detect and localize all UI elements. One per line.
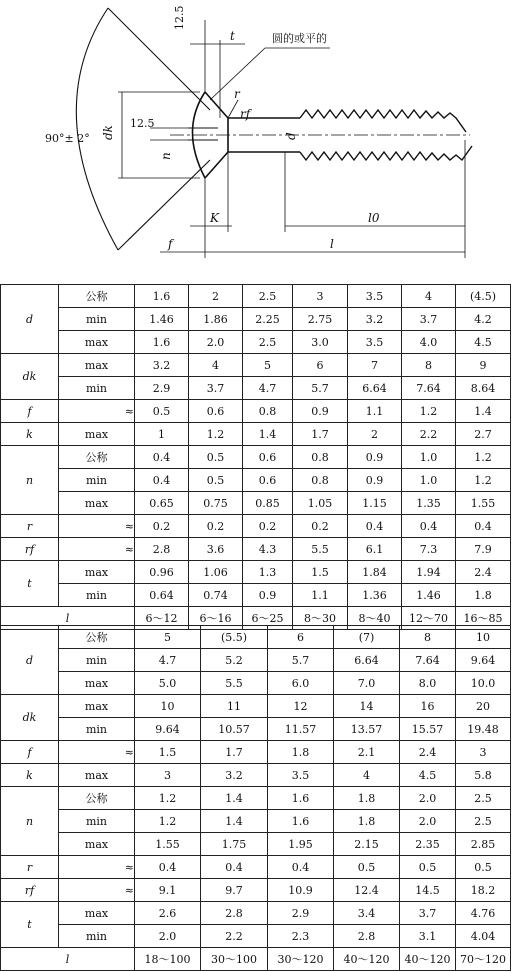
value-cell: 0.5 <box>400 856 456 879</box>
table-row <box>1 584 511 607</box>
value-cell: 2.25 <box>243 308 293 331</box>
value-cell: 0.4 <box>135 446 189 469</box>
value-cell: 70～120 <box>456 948 511 971</box>
l0-label: l0 <box>368 211 380 225</box>
value-cell: 6～16 <box>189 607 243 630</box>
value-cell: 2.1 <box>334 741 400 764</box>
qualifier-cell: min <box>59 810 135 833</box>
value-cell: 5.5 <box>293 538 348 561</box>
value-cell: 1.06 <box>189 561 243 584</box>
value-cell: 4.5 <box>400 764 456 787</box>
value-cell: 6～12 <box>135 607 189 630</box>
value-cell: 40～120 <box>334 948 400 971</box>
value-cell: 18～100 <box>135 948 201 971</box>
value-cell: 7.9 <box>456 538 511 561</box>
value-cell: 6.1 <box>348 538 402 561</box>
dim-12-5-left: 12.5 <box>130 117 155 130</box>
value-cell: 0.64 <box>135 584 189 607</box>
value-cell: 1.0 <box>402 446 456 469</box>
value-cell: 3.7 <box>400 902 456 925</box>
rf-label: rf <box>240 107 251 121</box>
table-row <box>1 446 511 469</box>
value-cell: 14.5 <box>400 879 456 902</box>
value-cell: 4.0 <box>402 331 456 354</box>
value-cell: 1.4 <box>243 423 293 446</box>
value-cell: 6 <box>268 626 334 649</box>
screw-drawing-svg <box>0 0 513 282</box>
value-cell: 4.04 <box>456 925 511 948</box>
n-label: n <box>159 152 173 160</box>
qualifier-cell: ≈ <box>59 538 135 561</box>
table-row <box>1 764 511 787</box>
symbol-cell: k <box>1 764 59 787</box>
value-cell: 0.9 <box>348 446 402 469</box>
qualifier-cell: min <box>59 469 135 492</box>
value-cell: 13.57 <box>334 718 400 741</box>
value-cell: 2.5 <box>243 331 293 354</box>
value-cell: 0.65 <box>135 492 189 515</box>
value-cell: 0.5 <box>189 469 243 492</box>
value-cell: 6.64 <box>348 377 402 400</box>
table-row <box>1 626 511 649</box>
value-cell: 6 <box>293 354 348 377</box>
qualifier-cell: max <box>59 833 135 856</box>
value-cell: 1.94 <box>402 561 456 584</box>
value-cell: 2.35 <box>400 833 456 856</box>
value-cell: 6.0 <box>268 672 334 695</box>
value-cell: 0.96 <box>135 561 189 584</box>
qualifier-cell: ≈ <box>59 741 135 764</box>
table-row <box>1 515 511 538</box>
qualifier-cell: 公称 <box>59 787 135 810</box>
value-cell: 2.9 <box>135 377 189 400</box>
value-cell: 0.4 <box>135 469 189 492</box>
value-cell: 11.57 <box>268 718 334 741</box>
qualifier-cell: ≈ <box>59 400 135 423</box>
value-cell: 4 <box>402 285 456 308</box>
qualifier-cell: max <box>59 672 135 695</box>
value-cell: 10.57 <box>201 718 268 741</box>
value-cell: 2.0 <box>400 810 456 833</box>
qualifier-cell: 公称 <box>59 285 135 308</box>
qualifier-cell: max <box>59 695 135 718</box>
value-cell: 1.2 <box>189 423 243 446</box>
symbol-cell: r <box>1 856 59 879</box>
value-cell: 0.9 <box>348 469 402 492</box>
value-cell: 15.57 <box>400 718 456 741</box>
value-cell: 1.15 <box>348 492 402 515</box>
value-cell: (7) <box>334 626 400 649</box>
table-row <box>1 948 511 971</box>
value-cell: 0.5 <box>135 400 189 423</box>
screw-drawing <box>0 0 513 282</box>
value-cell: 1.6 <box>268 787 334 810</box>
qualifier-cell: min <box>59 718 135 741</box>
value-cell: 0.4 <box>456 515 511 538</box>
value-cell: (4.5) <box>456 285 511 308</box>
value-cell: 0.8 <box>293 469 348 492</box>
value-cell: 0.75 <box>189 492 243 515</box>
value-cell: 6.64 <box>334 649 400 672</box>
value-cell: 30～120 <box>268 948 334 971</box>
value-cell: 0.5 <box>456 856 511 879</box>
value-cell: 1.4 <box>201 787 268 810</box>
symbol-cell: d <box>1 626 59 695</box>
value-cell: 7.3 <box>402 538 456 561</box>
symbol-cell: k <box>1 423 59 446</box>
value-cell: 10.0 <box>456 672 511 695</box>
value-cell: 1.86 <box>189 308 243 331</box>
table-row <box>1 285 511 308</box>
symbol-cell: l <box>1 607 135 630</box>
value-cell: 3.2 <box>348 308 402 331</box>
value-cell: 0.4 <box>135 856 201 879</box>
symbol-cell: n <box>1 446 59 515</box>
value-cell: 2.5 <box>456 810 511 833</box>
value-cell: 1.4 <box>456 400 511 423</box>
value-cell: 9.64 <box>456 649 511 672</box>
value-cell: 3.2 <box>135 354 189 377</box>
qualifier-cell: max <box>59 423 135 446</box>
value-cell: 2.5 <box>243 285 293 308</box>
value-cell: 0.4 <box>201 856 268 879</box>
value-cell: 3.7 <box>189 377 243 400</box>
value-cell: 4.3 <box>243 538 293 561</box>
value-cell: 1.7 <box>293 423 348 446</box>
table-row <box>1 879 511 902</box>
value-cell: 0.4 <box>402 515 456 538</box>
value-cell: 1.46 <box>135 308 189 331</box>
value-cell: 4 <box>189 354 243 377</box>
value-cell: 10 <box>135 695 201 718</box>
value-cell: 12～70 <box>402 607 456 630</box>
value-cell: 3.4 <box>334 902 400 925</box>
value-cell: 5.7 <box>293 377 348 400</box>
qualifier-cell: max <box>59 902 135 925</box>
value-cell: 1.8 <box>456 584 511 607</box>
angle-label: 90°± 2° <box>45 132 90 145</box>
symbol-cell: t <box>1 561 59 607</box>
value-cell: 4 <box>334 764 400 787</box>
value-cell: 1.6 <box>268 810 334 833</box>
value-cell: 12.4 <box>334 879 400 902</box>
value-cell: 3.1 <box>400 925 456 948</box>
qualifier-cell: min <box>59 649 135 672</box>
value-cell: 1.8 <box>334 810 400 833</box>
value-cell: 1.36 <box>348 584 402 607</box>
value-cell: 18.2 <box>456 879 511 902</box>
value-cell: 0.8 <box>293 446 348 469</box>
table-row <box>1 377 511 400</box>
value-cell: 0.5 <box>334 856 400 879</box>
table-row <box>1 695 511 718</box>
value-cell: 1.5 <box>135 741 201 764</box>
value-cell: 1.1 <box>293 584 348 607</box>
value-cell: 4.5 <box>456 331 511 354</box>
value-cell: 8 <box>400 626 456 649</box>
value-cell: 0.74 <box>189 584 243 607</box>
value-cell: 2 <box>189 285 243 308</box>
value-cell: 10 <box>456 626 511 649</box>
qualifier-cell: min <box>59 584 135 607</box>
symbol-cell: l <box>1 948 135 971</box>
table-row <box>1 902 511 925</box>
qualifier-cell: max <box>59 331 135 354</box>
value-cell: 1.55 <box>135 833 201 856</box>
qualifier-cell: max <box>59 492 135 515</box>
qualifier-cell: min <box>59 308 135 331</box>
angle-line-bottom <box>118 160 210 250</box>
value-cell: 7.64 <box>400 649 456 672</box>
table-row <box>1 672 511 695</box>
value-cell: 7 <box>348 354 402 377</box>
value-cell: 2.8 <box>135 538 189 561</box>
value-cell: 1.05 <box>293 492 348 515</box>
dk-label: dk <box>101 125 115 140</box>
value-cell: 0.2 <box>243 515 293 538</box>
value-cell: 4.76 <box>456 902 511 925</box>
value-cell: 2.8 <box>334 925 400 948</box>
value-cell: 2.0 <box>189 331 243 354</box>
value-cell: 3.5 <box>348 285 402 308</box>
value-cell: 14 <box>334 695 400 718</box>
table-row <box>1 856 511 879</box>
qualifier-cell: max <box>59 561 135 584</box>
table-row <box>1 538 511 561</box>
value-cell: 4.7 <box>135 649 201 672</box>
symbol-cell: n <box>1 787 59 856</box>
symbol-cell: dk <box>1 354 59 400</box>
table-row <box>1 331 511 354</box>
value-cell: 3.5 <box>348 331 402 354</box>
table-row <box>1 492 511 515</box>
table-row <box>1 354 511 377</box>
value-cell: 0.6 <box>189 400 243 423</box>
thread-bottom <box>300 146 472 160</box>
table-row <box>1 423 511 446</box>
value-cell: 2.0 <box>135 925 201 948</box>
symbol-cell: t <box>1 902 59 948</box>
symbol-cell: f <box>1 400 59 423</box>
value-cell: 5 <box>243 354 293 377</box>
value-cell: 9.64 <box>135 718 201 741</box>
value-cell: 3.7 <box>402 308 456 331</box>
table-row <box>1 469 511 492</box>
value-cell: 3.0 <box>293 331 348 354</box>
value-cell: 2 <box>348 423 402 446</box>
table-row <box>1 787 511 810</box>
value-cell: 2.6 <box>135 902 201 925</box>
table-row <box>1 308 511 331</box>
value-cell: 2.4 <box>400 741 456 764</box>
value-cell: 2.9 <box>268 902 334 925</box>
d-label: d <box>284 132 298 140</box>
value-cell: 30～100 <box>201 948 268 971</box>
value-cell: 1.84 <box>348 561 402 584</box>
value-cell: 12 <box>268 695 334 718</box>
value-cell: 3 <box>456 741 511 764</box>
value-cell: 1.2 <box>456 469 511 492</box>
value-cell: 1.75 <box>201 833 268 856</box>
angle-line-top <box>108 5 210 110</box>
value-cell: 1.1 <box>348 400 402 423</box>
value-cell: 1.35 <box>402 492 456 515</box>
value-cell: 1.8 <box>268 741 334 764</box>
value-cell: 0.2 <box>135 515 189 538</box>
value-cell: 8～30 <box>293 607 348 630</box>
value-cell: 0.2 <box>189 515 243 538</box>
K-label: K <box>210 211 219 225</box>
value-cell: 2.0 <box>400 787 456 810</box>
qualifier-cell: max <box>59 354 135 377</box>
value-cell: 2.2 <box>201 925 268 948</box>
value-cell: 3.6 <box>189 538 243 561</box>
value-cell: 4.2 <box>456 308 511 331</box>
value-cell: 5.5 <box>201 672 268 695</box>
value-cell: 0.4 <box>348 515 402 538</box>
value-cell: 8.0 <box>400 672 456 695</box>
value-cell: 0.2 <box>293 515 348 538</box>
value-cell: 0.85 <box>243 492 293 515</box>
value-cell: 5.7 <box>268 649 334 672</box>
symbol-cell: rf <box>1 879 59 902</box>
value-cell: 10.9 <box>268 879 334 902</box>
value-cell: 5.0 <box>135 672 201 695</box>
value-cell: 2.2 <box>402 423 456 446</box>
value-cell: 1.3 <box>243 561 293 584</box>
qualifier-cell: min <box>59 377 135 400</box>
value-cell: 8 <box>402 354 456 377</box>
l-label: l <box>330 237 334 251</box>
qualifier-cell: 公称 <box>59 626 135 649</box>
value-cell: 9.7 <box>201 879 268 902</box>
f-label: f <box>168 237 173 251</box>
value-cell: 1.46 <box>402 584 456 607</box>
value-cell: 1 <box>135 423 189 446</box>
table-row <box>1 741 511 764</box>
value-cell: 20 <box>456 695 511 718</box>
spec-table-2 <box>0 625 511 971</box>
value-cell: 1.6 <box>135 331 189 354</box>
value-cell: 1.8 <box>334 787 400 810</box>
value-cell: 7.0 <box>334 672 400 695</box>
symbol-cell: rf <box>1 538 59 561</box>
value-cell: 1.2 <box>135 810 201 833</box>
table-row <box>1 925 511 948</box>
value-cell: 5.2 <box>201 649 268 672</box>
value-cell: 2.8 <box>201 902 268 925</box>
value-cell: 0.5 <box>189 446 243 469</box>
value-cell: 3 <box>293 285 348 308</box>
value-cell: 9 <box>456 354 511 377</box>
value-cell: 1.7 <box>201 741 268 764</box>
table-row <box>1 810 511 833</box>
value-cell: 0.6 <box>243 446 293 469</box>
t-label: t <box>230 29 235 43</box>
value-cell: 2.85 <box>456 833 511 856</box>
value-cell: 8.64 <box>456 377 511 400</box>
value-cell: 3 <box>135 764 201 787</box>
value-cell: 2.3 <box>268 925 334 948</box>
value-cell: 3.5 <box>268 764 334 787</box>
symbol-cell: f <box>1 741 59 764</box>
value-cell: 1.55 <box>456 492 511 515</box>
value-cell: 0.6 <box>243 469 293 492</box>
value-cell: 1.5 <box>293 561 348 584</box>
qualifier-cell: 公称 <box>59 446 135 469</box>
table-row <box>1 400 511 423</box>
value-cell: 5 <box>135 626 201 649</box>
value-cell: 1.0 <box>402 469 456 492</box>
value-cell: 0.4 <box>268 856 334 879</box>
value-cell: 1.2 <box>135 787 201 810</box>
value-cell: 2.15 <box>334 833 400 856</box>
qualifier-cell: ≈ <box>59 879 135 902</box>
value-cell: 0.8 <box>243 400 293 423</box>
table-row <box>1 649 511 672</box>
value-cell: 2.4 <box>456 561 511 584</box>
value-cell: 16～85 <box>456 607 511 630</box>
value-cell: 0.9 <box>293 400 348 423</box>
value-cell: 1.2 <box>456 446 511 469</box>
qualifier-cell: max <box>59 764 135 787</box>
value-cell: (5.5) <box>201 626 268 649</box>
value-cell: 9.1 <box>135 879 201 902</box>
value-cell: 3.2 <box>201 764 268 787</box>
qualifier-cell: ≈ <box>59 515 135 538</box>
symbol-cell: r <box>1 515 59 538</box>
value-cell: 2.5 <box>456 787 511 810</box>
value-cell: 4.7 <box>243 377 293 400</box>
value-cell: 1.95 <box>268 833 334 856</box>
value-cell: 8～40 <box>348 607 402 630</box>
value-cell: 7.64 <box>402 377 456 400</box>
r-label: r <box>234 87 240 101</box>
value-cell: 1.6 <box>135 285 189 308</box>
value-cell: 5.8 <box>456 764 511 787</box>
value-cell: 2.75 <box>293 308 348 331</box>
value-cell: 16 <box>400 695 456 718</box>
value-cell: 40～120 <box>400 948 456 971</box>
qualifier-cell: ≈ <box>59 856 135 879</box>
spec-table-1 <box>0 284 511 630</box>
table-row <box>1 833 511 856</box>
value-cell: 0.9 <box>243 584 293 607</box>
symbol-cell: d <box>1 285 59 354</box>
value-cell: 11 <box>201 695 268 718</box>
thread-top <box>300 110 466 132</box>
value-cell: 2.7 <box>456 423 511 446</box>
table-row <box>1 718 511 741</box>
value-cell: 6～25 <box>243 607 293 630</box>
dim-12-5-top: 12.5 <box>173 5 186 30</box>
value-cell: 1.4 <box>201 810 268 833</box>
table-row <box>1 561 511 584</box>
value-cell: 19.48 <box>456 718 511 741</box>
symbol-cell: dk <box>1 695 59 741</box>
qualifier-cell: min <box>59 925 135 948</box>
value-cell: 1.2 <box>402 400 456 423</box>
note-label: 圆的或平的 <box>272 32 327 45</box>
